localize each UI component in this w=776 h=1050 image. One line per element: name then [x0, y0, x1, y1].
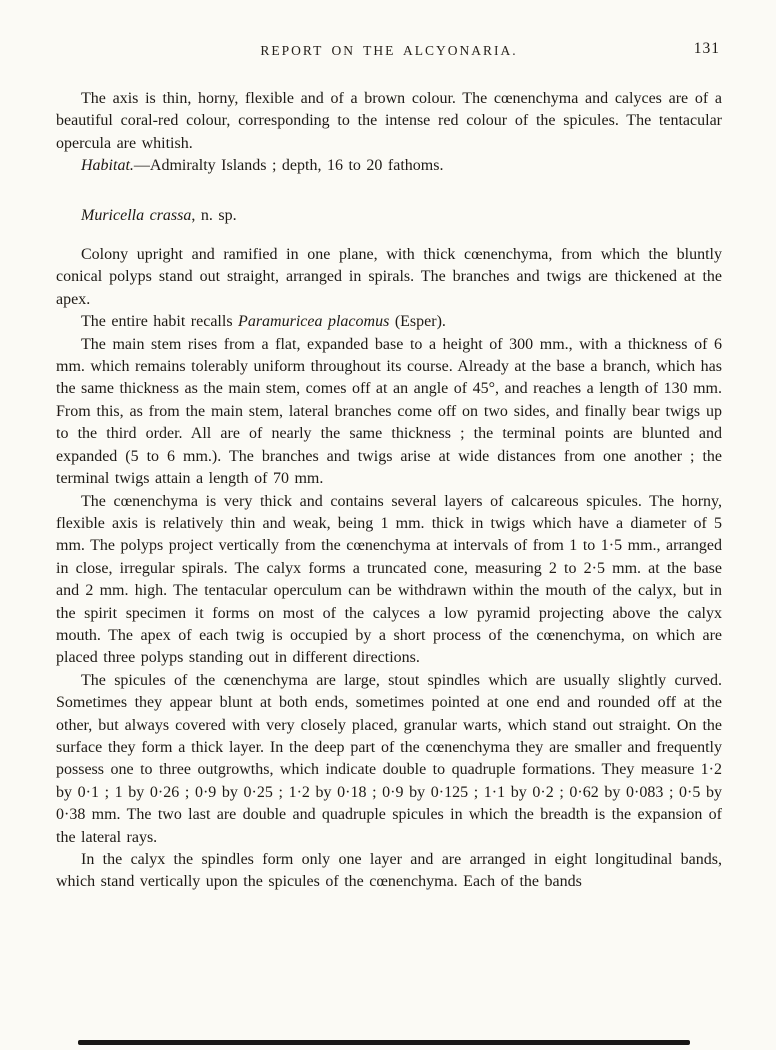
text-segment: , n. sp.	[191, 206, 237, 224]
paragraph	[56, 88, 722, 155]
running-title: REPORT ON THE ALCYONARIA.	[260, 43, 518, 58]
text-segment: Paramuricea placomus	[238, 313, 390, 331]
page-number: 131	[693, 40, 720, 57]
species-heading	[56, 205, 722, 227]
paragraph	[56, 849, 722, 894]
text-segment: The axis is thin, horny, flexible and of a brown colour. The cœnenchyma and calyces are of a beautiful coral-red colour, corresponding to the intense red colour of the spicules. The tentacular opercula are whitish.	[56, 90, 722, 152]
paragraph	[56, 491, 722, 670]
paragraph	[56, 155, 722, 177]
paragraph	[56, 670, 722, 849]
text-segment: Muricella crassa	[81, 206, 192, 224]
page-body	[56, 88, 722, 894]
text-segment: The cœnenchyma is very thick and contains several layers of calcareous spicules. The horny, flexible axis is relatively thin and weak, being 1 mm. thick in twigs which have a diameter of 5 mm. The polyps project vertically from the cœnenchyma at intervals of from 1 to 1·5 mm., arranged in close, irregular spirals. The calyx forms a truncated cone, measuring 2 to 2·5 mm. at the base and 2 mm. high. The tentacular operculum can be withdrawn within the mouth of the calyx, but in the spirit specimen it forms on most of the calyces a low pyramid projecting above the calyx mouth. The apex of each twig is occupied by a short process of the cœnenchyma, on which are placed three polyps standing out in different directions.	[56, 492, 722, 667]
paragraph	[56, 311, 722, 333]
text-segment: In the calyx the spindles form only one layer and are arranged in eight longitudinal bands, which stand vertically upon the spicules of the cœnenchyma. Each of the bands	[56, 851, 722, 891]
paragraph	[56, 334, 722, 491]
text-segment: (Esper).	[389, 313, 446, 331]
text-segment: The entire habit recalls	[81, 313, 239, 331]
scan-artifact-line	[78, 1040, 690, 1045]
text-segment: Habitat.	[81, 157, 134, 175]
text-segment: Colony upright and ramified in one plane, with thick cœnenchyma, from which the bluntly conical polyps stand out straight, arranged in spirals. The branches and twigs are thickened at the apex.	[56, 246, 722, 308]
text-segment: The main stem rises from a flat, expanded base to a height of 300 mm., with a thickness of 6 mm. which remains tolerably uniform throughout its course. Already at the base a branch, which has the same thickness as the main stem, comes off at an angle of 45°, and reaches a length of 130 mm. From this, as from the main stem, lateral branches come off on two sides, and finally bear twigs up to the third order. All are of nearly the same thickness ; the terminal points are blunted and expanded (5 to 6 mm.). The branches and twigs arise at wide distances from one another ; the terminal twigs attain a length of 70 mm.	[56, 335, 722, 488]
text-segment: The spicules of the cœnenchyma are large, stout spindles which are usually slightly curved. Sometimes they appear blunt at both ends, sometimes pointed at one end and rounded off at the other, but always covered with very closely placed, granular warts, which stand out straight. On the surface they form a thick layer. In the deep part of the cœnenchyma they are smaller and frequently possess one to three outgrowths, which indicate double to quadruple formations. They measure 1·2 by 0·1 ; 1 by 0·26 ; 0·9 by 0·25 ; 1·2 by 0·18 ; 0·9 by 0·125 ; 1·1 by 0·2 ; 0·62 by 0·083 ; 0·5 by 0·38 mm. The two last are double and quadruple spicules in which the breadth is the expansion of the lateral rays.	[56, 671, 722, 846]
page-header	[56, 42, 722, 62]
paragraph	[56, 244, 722, 311]
text-segment: —Admiralty Islands ; depth, 16 to 20 fathoms.	[133, 157, 444, 175]
